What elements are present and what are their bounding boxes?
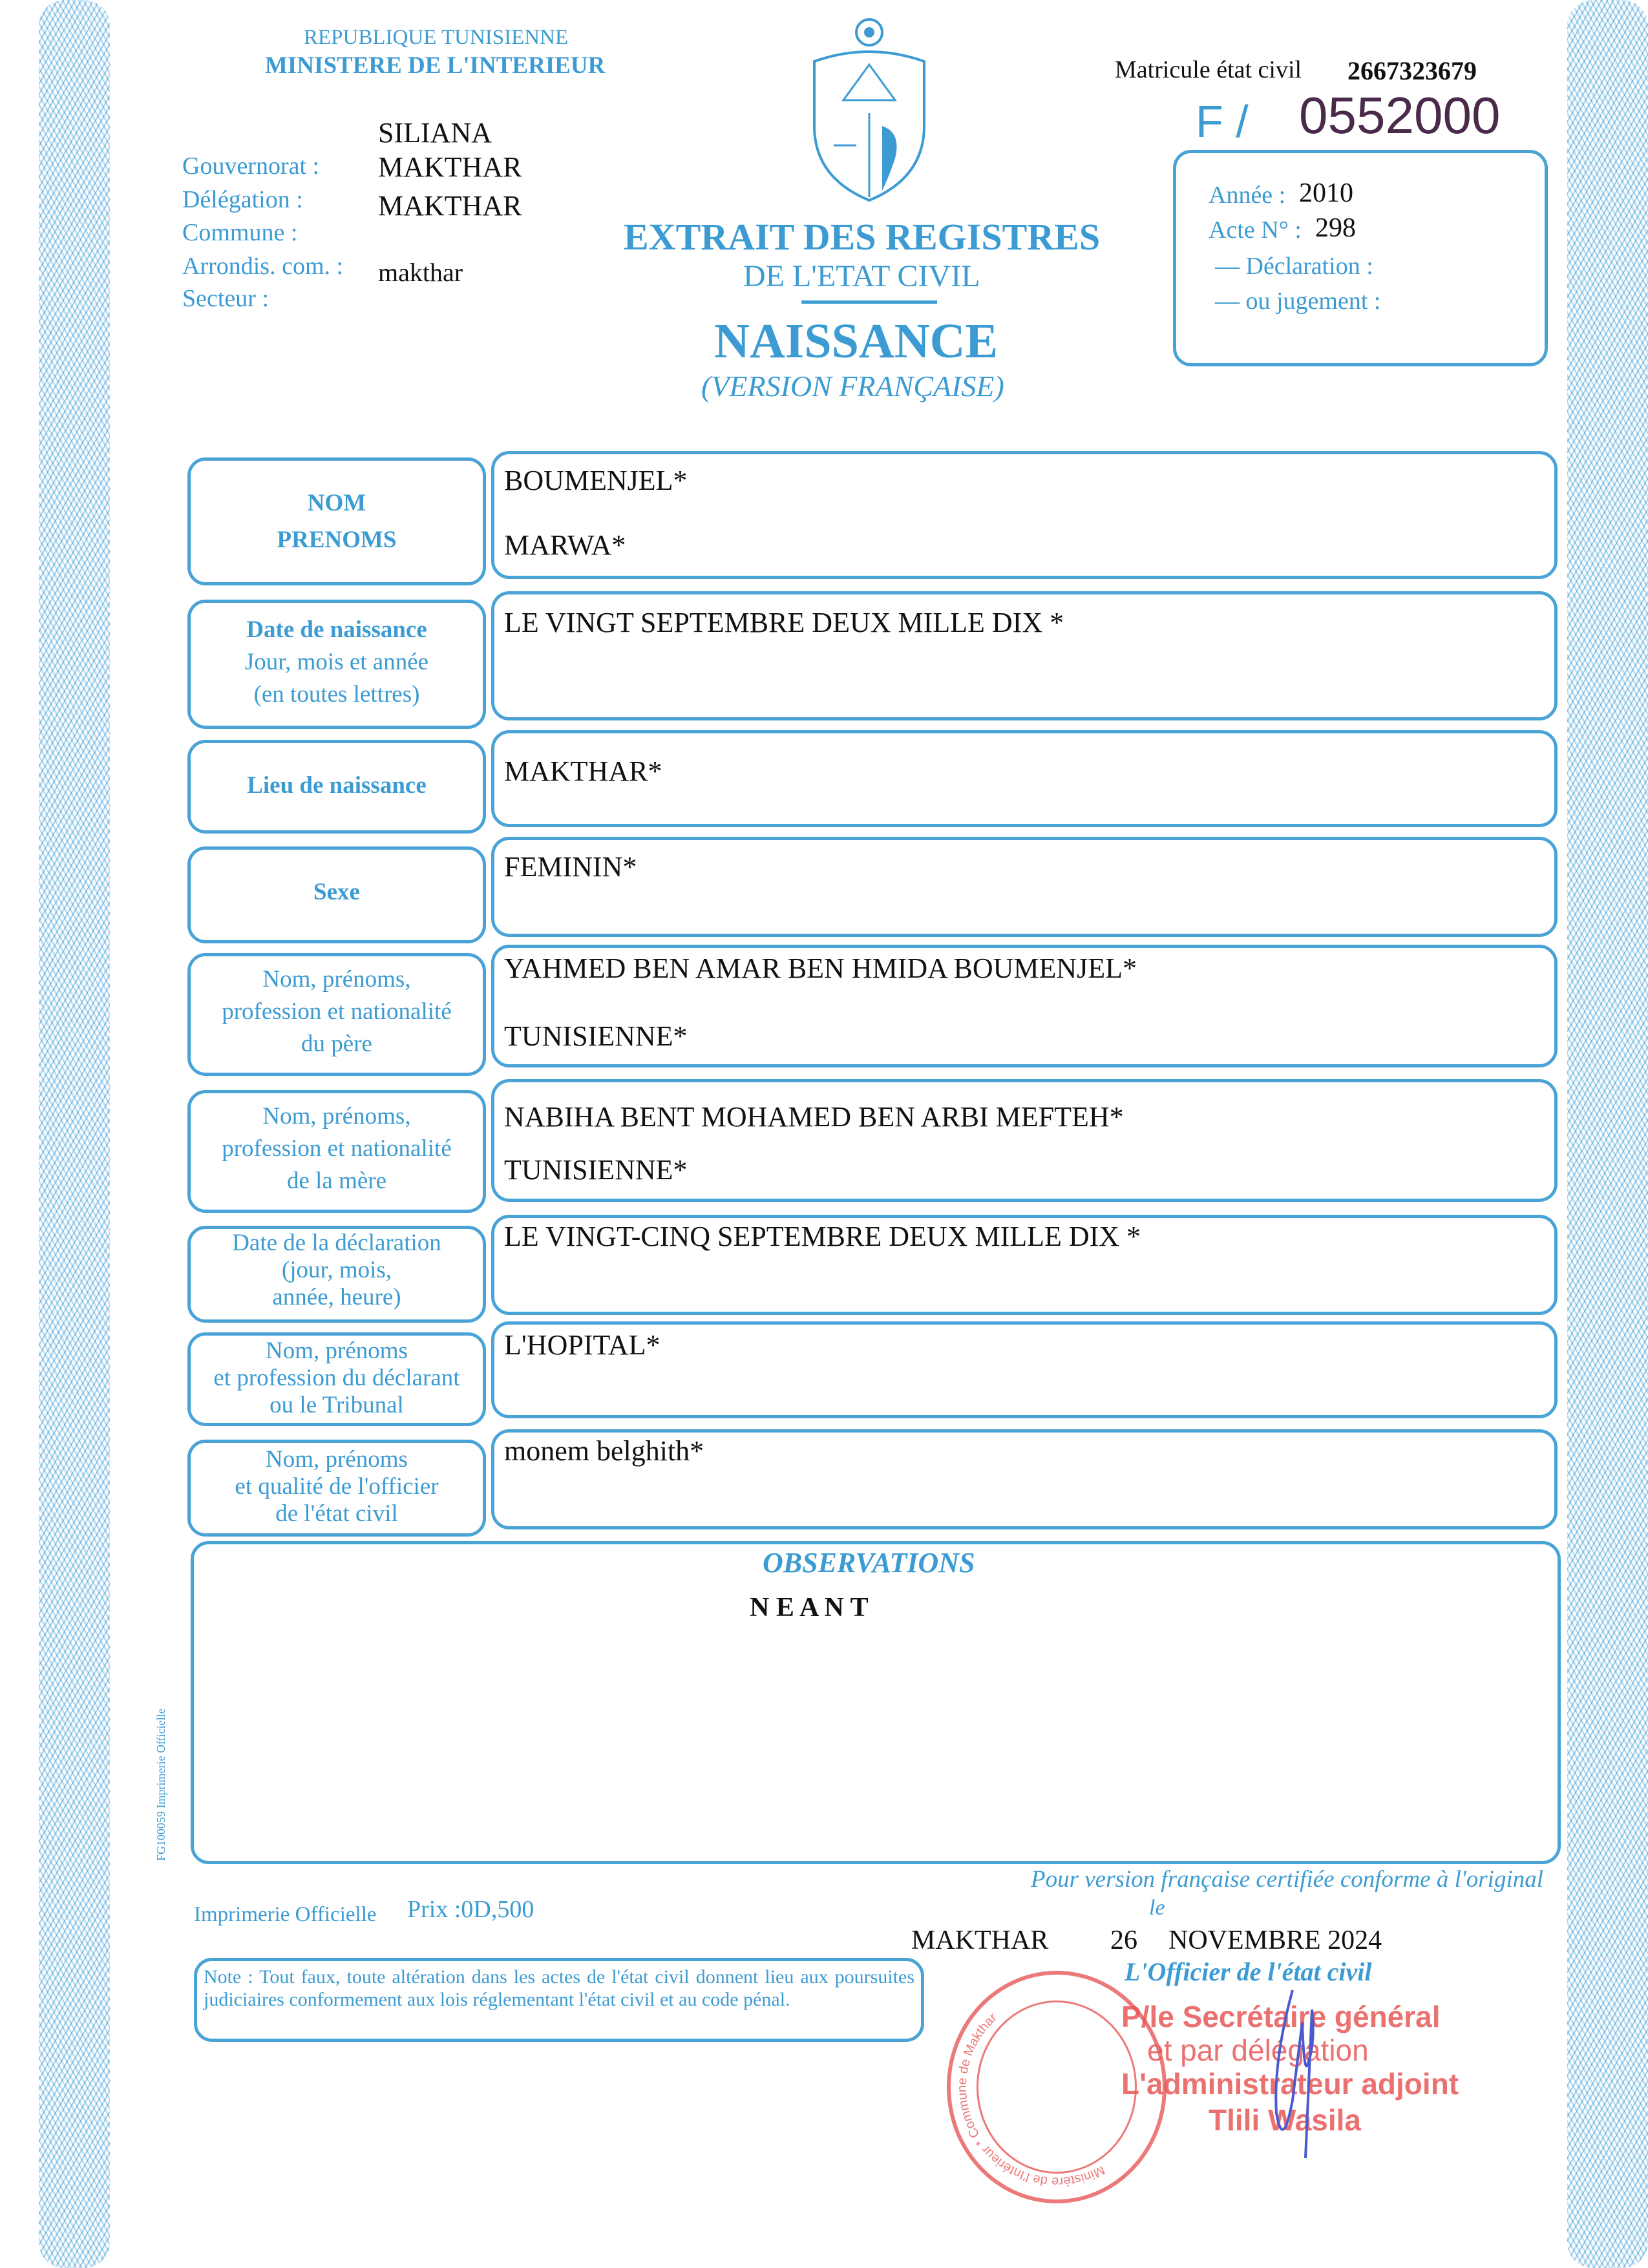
stamp-line2: et par délégation [1147, 2033, 1369, 2067]
officier-sublabel2: de l'état civil [275, 1500, 398, 1527]
date-naissance-value: LE VINGT SEPTEMBRE DEUX MILLE DIX * [504, 607, 1064, 638]
mere-sublabel2: de la mère [286, 1168, 387, 1194]
location-top-value: SILIANA [378, 117, 492, 149]
mere-name-value: NABIHA BENT MOHAMED BEN ARBI MEFTEH* [504, 1101, 1124, 1133]
sexe-label: Sexe [313, 879, 360, 905]
pere-name-value: YAHMED BEN AMAR BEN HMIDA BOUMENJEL* [504, 952, 1137, 984]
title-etat-civil: DE L'ETAT CIVIL [743, 259, 980, 293]
place-value: MAKTHAR [911, 1926, 1049, 1955]
declaration-date-sublabel2: année, heure) [272, 1284, 401, 1310]
acte-value: 298 [1315, 213, 1356, 243]
secteur-label: Secteur : [182, 285, 269, 312]
prenom-value: MARWA* [504, 529, 626, 561]
pere-nationality-value: TUNISIENNE* [504, 1020, 688, 1052]
date-naissance-label: Date de naissance [246, 616, 427, 643]
lieu-value: MAKTHAR* [504, 755, 662, 787]
acte-label: Acte N° : [1209, 216, 1302, 244]
annee-value: 2010 [1299, 178, 1353, 208]
mere-label: Nom, prénoms, [262, 1103, 411, 1129]
title-extrait: EXTRAIT DES REGISTRES [624, 216, 1101, 258]
stamp-line3: L'administrateur adjoint [1121, 2067, 1459, 2101]
pere-sublabel: profession et nationalité [222, 998, 452, 1025]
mere-nationality-value: TUNISIENNE* [504, 1154, 688, 1186]
coat-of-arms-emblem [805, 16, 934, 204]
arrondis-label: Arrondis. com. : [182, 253, 344, 280]
declaration-date-sublabel: (jour, mois, [281, 1257, 392, 1283]
pere-sublabel2: du père [301, 1031, 372, 1057]
gouvernorat-label: Gouvernorat : [182, 152, 320, 180]
mere-sublabel: profession et nationalité [222, 1135, 452, 1162]
declaration-label: — Déclaration : [1215, 253, 1373, 280]
nom-label: NOM [307, 490, 366, 516]
declaration-date-label: Date de la déclaration [232, 1230, 441, 1256]
side-printer-code: FG100059 Imprimerie Officielle [154, 1708, 167, 1861]
prenoms-label: PRENOMS [277, 527, 397, 553]
stamp-line1: P/le Secrétaire général [1121, 2000, 1441, 2033]
pere-label: Nom, prénoms, [262, 966, 411, 992]
officier-title: L'Officier de l'état civil [1125, 1957, 1372, 1986]
stamp-line4: Tlili Wasila [1209, 2103, 1362, 2137]
ministry-label: MINISTERE DE L'INTERIEUR [265, 52, 606, 79]
nom-label-box [187, 457, 486, 585]
declarant-label: Nom, prénoms [266, 1338, 408, 1364]
sexe-value: FEMININ* [504, 851, 637, 883]
decorative-border-right [1567, 0, 1648, 2268]
certification-text: Pour version française certifiée conforme à l'original [1031, 1866, 1544, 1893]
declarant-sublabel: et profession du déclarant [213, 1365, 460, 1391]
date-naissance-sublabel: Jour, mois et année [244, 649, 429, 675]
observations-value: N E A N T [750, 1593, 869, 1622]
matricule-label: Matricule état civil [1115, 56, 1302, 83]
serial-number: 0552000 [1299, 87, 1501, 144]
prix-label: Prix :0D,500 [407, 1896, 534, 1923]
observations-label: OBSERVATIONS [763, 1547, 975, 1579]
signature [1254, 1984, 1331, 2165]
republic-label: REPUBLIQUE TUNISIENNE [304, 26, 569, 49]
stamp-ring-text: Ministère de l'Intérieur * Commune de Makthar [955, 2010, 1107, 2189]
day-value: 26 [1110, 1926, 1137, 1955]
declarant-value: L'HOPITAL* [504, 1329, 660, 1361]
declaration-date-value: LE VINGT-CINQ SEPTEMBRE DEUX MILLE DIX * [504, 1221, 1141, 1252]
arrondis-value: makthar [378, 258, 463, 287]
imprimerie-label: Imprimerie Officielle [194, 1903, 377, 1926]
legal-note: Note : Tout faux, toute altération dans les actes de l'état civil donnent lieu aux poursuites judiciaires conformement aux lois réglementant l'état civil et au code pénal. [204, 1966, 914, 2010]
nom-value: BOUMENJEL* [504, 465, 688, 496]
svg-text:Ministère de l'Intérieur * Com [955, 2010, 1107, 2189]
officier-sublabel: et qualité de l'officier [235, 1473, 439, 1500]
delegation-label: Délégation : [182, 186, 303, 213]
gouvernorat-value: MAKTHAR [378, 151, 522, 183]
delegation-value: MAKTHAR [378, 190, 522, 222]
officier-value: monem belghith* [504, 1435, 704, 1467]
decorative-border-left [39, 0, 110, 2268]
annee-label: Année : [1209, 182, 1286, 209]
declarant-sublabel2: ou le Tribunal [269, 1392, 404, 1418]
sexe-value-box [491, 837, 1558, 937]
title-divider [801, 300, 937, 304]
observations-box [191, 1541, 1561, 1864]
officier-label: Nom, prénoms [266, 1446, 408, 1473]
matricule-value: 2667323679 [1347, 56, 1477, 85]
le-label: le [1149, 1896, 1165, 1920]
lieu-label: Lieu de naissance [247, 772, 427, 799]
month-year-value: NOVEMBRE 2024 [1168, 1926, 1382, 1955]
jugement-label: — ou jugement : [1215, 288, 1381, 315]
date-naissance-sublabel2: (en toutes lettres) [253, 681, 420, 708]
title-version: (VERSION FRANÇAISE) [701, 370, 1004, 403]
title-naissance: NAISSANCE [714, 314, 998, 368]
serial-prefix: F / [1196, 96, 1249, 147]
commune-label: Commune : [182, 219, 298, 246]
